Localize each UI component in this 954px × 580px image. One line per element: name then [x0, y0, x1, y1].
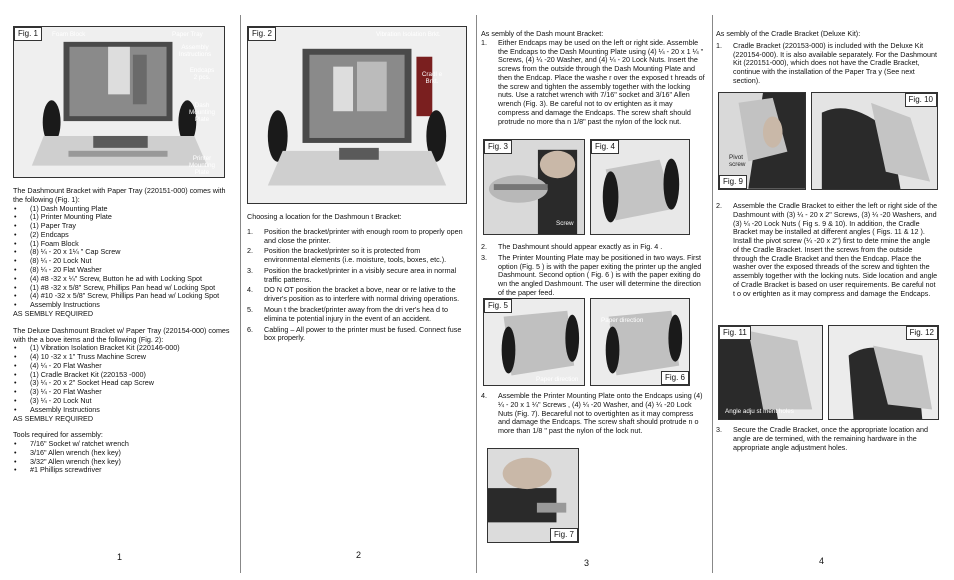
list-item: • (3) ¼ - 20 x 2" Socket Head cap Screw — [13, 379, 235, 388]
step-2 — [716, 202, 938, 299]
list-item: • (8) ¼ - 20 Lock Nut — [13, 257, 235, 266]
step-3 — [716, 426, 938, 452]
list-item: 3. Secure the Cradle Bracket, once the appropriate location and angle are de termined, with the remaining hardware in the appropriate angle adjustment holes. — [716, 425, 928, 452]
list-item: 1. Position the bracket/printer with enough room to properly open and close the printer. — [247, 226, 463, 245]
location-list — [247, 228, 467, 343]
page-4-text-mid — [716, 202, 938, 301]
page-1 — [0, 0, 240, 580]
callout-paper-direction: Paper direction — [536, 376, 579, 383]
list-item: 3. Position the bracket/printer in a visibly secure area in normal traffic patterns. — [247, 265, 457, 284]
tools-heading: Tools required for assembly: — [13, 430, 103, 440]
callout-paper-tray: Paper Tray — [172, 31, 203, 38]
figure-12-label: Fig. 12 — [906, 326, 938, 340]
page-3-text-top — [481, 30, 705, 129]
figure-10-label: Fig. 10 — [905, 93, 937, 107]
list-item: 5. Moun t the bracket/printer away from the dri ver's hea d to elimina te potential injury in the event of an accident. — [247, 305, 448, 323]
figure-11-label: Fig. 11 — [719, 326, 751, 340]
page-number: 4 — [819, 556, 825, 566]
list-item: 1. Either Endcaps may be used on the left or right side. Assemble the Endcaps to the Dash Mounting Plate using (4) ¼ - 20 x 1 ¼ " Screws, (4) ¼ -20 Washer, and (4) ¼ - 20 Lock Nuts. Insert the screws from the outside through the Dash Mounting Plate and then the Endcap. Place the washe r over the exposed t hreads of the screw and tighten the assembly together with the locking nuts. Use a ratchet wrench with 7/16" socket and 3/16" Allen wrench (Fig. 3). Be careful not to ov ertighten as it may compress and damage the Endcaps. The screw shaft should protrude no more tha n 1/8" past the nylon of the lock nut. — [481, 37, 705, 126]
figure-5-label: Fig. 5 — [484, 299, 512, 313]
callout-cradle-bracket: Cradl e Brkt. — [421, 71, 443, 86]
figure-4-label: Fig. 4 — [591, 140, 619, 154]
list-item: • (8) ¼ - 20 x 1¼ " Cap Screw — [13, 248, 235, 257]
intro-paragraph-1: The Dashmount Bracket with Paper Tray (220151-000) comes with the following (Fig. 1): — [13, 186, 226, 204]
figure-2-label: Fig. 2 — [248, 27, 276, 41]
figure-7 — [487, 448, 579, 543]
step-1 — [481, 39, 705, 127]
figure-7-label: Fig. 7 — [550, 528, 578, 542]
list-item: • (1) Cradle Bracket Kit (220153 -000) — [13, 371, 235, 380]
figure-12 — [828, 325, 939, 420]
page-4 — [713, 0, 954, 580]
page-1-text — [13, 187, 235, 475]
callout-dash-mounting-plate: Dash Mounting Plate — [189, 102, 215, 124]
figure-3-label: Fig. 3 — [484, 140, 512, 154]
list-item: • (1) Foam Block — [13, 240, 235, 249]
list-item: 4. DO N OT position the bracket a bove, near or re lative to the driver's position as to interfere with normal driving operations. — [247, 285, 460, 304]
figure-11-photo — [719, 326, 822, 419]
figure-4 — [590, 139, 690, 235]
list-item: • 7/16" Socket w/ ratchet wrench — [13, 440, 235, 449]
page-2 — [241, 0, 476, 580]
list-item: 2. Assemble the Cradle Bracket to either the left or right side of the Dashmount with (3) ¼ - 20 x 2" Screws, (3) ¼ -20 Washers, and (3) ¼ -20 Lock Nuts ( Fig s. 9 & 10). In addition, the Cradle Bracket may be installed at different angles ( Figs. 11 & 12 ). Install the pivot screw (¼ -20 x 2") first to dete rmine the angle of the Cradle Bracket. Insert the screws from the outside through the Cradle Bracket and then the Endcap. Place the washer over the exposed threads of the screw and tighten the assembly together with the locking nuts. Side location and angle of Cradle Bracket is based on user requirements. Be careful not t o ov ertighten as it may compress and damage the Endcaps. — [716, 201, 938, 298]
list-item: • (1) Paper Tray — [13, 222, 235, 231]
figure-6-label: Fig. 6 — [661, 371, 689, 385]
location-heading: Choosing a location for the Dashmoun t Bracket: — [247, 212, 402, 221]
callout-foam-block: Foam Block — [52, 31, 86, 38]
list-item: 2. The Dashmount should appear exactly as in Fig. 4 . — [481, 242, 663, 251]
page-3-text-bottom — [481, 392, 705, 438]
page-3 — [477, 0, 712, 580]
figure-2 — [247, 26, 467, 204]
list-item: • (4) #10 -32 x 5/8" Screw, Phillips Pan head w/ Locking Spot — [13, 292, 235, 301]
callout-angle-adjustment-holes: Angle adju st ment holes — [725, 408, 794, 415]
page-3-text-mid — [481, 243, 705, 300]
cradle-assembly-heading: As sembly of the Cradle Bracket (Deluxe Kit): — [716, 29, 861, 38]
list-item: • (4) 10 -32 x 1" Truss Machine Screw — [13, 353, 235, 362]
list-item: • (1) Vibration Isolation Bracket Kit (220146-000) — [13, 344, 235, 353]
step-4 — [481, 392, 705, 436]
figure-11 — [718, 325, 823, 420]
figure-2-photo — [248, 27, 466, 203]
figure-9 — [718, 92, 806, 190]
list-item: • (4) ¼ - 20 Flat Washer — [13, 362, 235, 371]
figure-1-label: Fig. 1 — [14, 27, 42, 41]
list-item: • (2) Endcaps — [13, 231, 235, 240]
figure-10-photo — [812, 93, 937, 189]
list-item: • 3/32" Allen wrench (hex key) — [13, 458, 235, 467]
list-item: • (3) ¼ - 20 Lock Nut — [13, 397, 235, 406]
list-item: • (8) ¼ - 20 Flat Washer — [13, 266, 235, 275]
list-item: • 3/16" Allen wrench (hex key) — [13, 449, 235, 458]
page-4-text-top — [716, 30, 938, 88]
list-item: • (3) ¼ - 20 Flat Washer — [13, 388, 235, 397]
list-item: 4. Assemble the Printer Mounting Plate onto the Endcaps using (4) ¼ - 20 x 1 ¼" Screws , (4) ¼ -20 Washer, and (4) ¼ -20 Lock Nuts (Fig. 7). Becareful not to overtighten as it may compress and damage the Endcaps. The screw shaft should protrude n o more than 1/8 " past the nylon of the lock nut. — [481, 391, 703, 436]
figure-3 — [483, 139, 585, 235]
assembly-required-2: AS SEMBLY REQUIRED — [13, 413, 94, 423]
callout-assembly-instructions: Assembly Instructions — [178, 44, 212, 59]
list-item: • Assembly Instructions — [13, 301, 235, 310]
callout-printer-mounting-plate: Printer Mounting Plate — [189, 155, 215, 177]
callout-screw: Screw — [556, 220, 574, 227]
figure-5 — [483, 298, 585, 386]
list-item: • (1) Dash Mounting Plate — [13, 205, 235, 214]
page-4-text-bottom — [716, 426, 938, 454]
list-item: • #1 Phillips screwdriver — [13, 466, 235, 475]
list-item: 2. Position the bracket/printer so it is protected from environmental elements (i.e. moisture, tools, boxes, etc.). — [247, 246, 447, 265]
list-item: 1. Cradle Bracket (220153-000) is included with the Deluxe Kit (220154-000). It is also available separately. For the Dashmount Kit (220151-000), which does not have the Cradle Bracket, continue with the installation of the Paper Tra y (See next section). — [716, 40, 938, 85]
callout-paper-direction: Paper direction — [601, 317, 644, 324]
figure-9-label: Fig. 9 — [719, 175, 747, 189]
callout-pivot-screw: Pivot screw — [729, 154, 746, 169]
dashmount-assembly-heading: As sembly of the Dash mount Bracket: — [481, 29, 604, 38]
assembly-required-1: AS SEMBLY REQUIRED — [13, 308, 94, 318]
figure-1 — [13, 26, 225, 178]
contents-list-2 — [13, 344, 235, 414]
figure-10 — [811, 92, 938, 190]
page-number: 2 — [356, 550, 362, 560]
page-number: 3 — [584, 558, 590, 568]
callout-vibration-bracket: Vibration Isolation Brkt. — [376, 31, 441, 38]
figure-12-photo — [829, 326, 938, 419]
intro-paragraph-2: The Deluxe Dashmount Bracket w/ Paper Tray (220154-000) comes with the a bove items and the following (Fig. 2): — [13, 325, 230, 344]
list-item: • (1) Printer Mounting Plate — [13, 213, 235, 222]
tools-list — [13, 440, 235, 475]
list-item: • (1) #8 -32 x 5/8" Screw, Phillips Pan head w/ Locking Spot — [13, 284, 235, 293]
contents-list-1 — [13, 205, 235, 310]
list-item: • Assembly Instructions — [13, 406, 235, 415]
page-number: 1 — [117, 552, 123, 562]
figure-4-photo — [591, 140, 689, 234]
list-item: • (4) #8 -32 x ¼" Screw, Button he ad with Locking Spot — [13, 275, 235, 284]
page-2-text — [247, 213, 467, 345]
list-item: 3. The Printer Mounting Plate may be positioned in two ways. First option (Fig. 5 ) is with the paper exiting the printer up the angled Dashmount. Second option ( Fig. 6 ) is with the paper exiting do wn the angled Dashmount. The user will determine the direction of the paper feed. — [481, 252, 702, 297]
callout-endcaps: Endcaps 2 pcs. — [189, 67, 215, 82]
list-item: 6. Cabling – All power to the printer must be fused. Connect fuse box properly. — [247, 324, 462, 343]
steps-2-3 — [481, 243, 705, 298]
figure-6 — [590, 298, 690, 386]
step-1 — [716, 42, 938, 86]
